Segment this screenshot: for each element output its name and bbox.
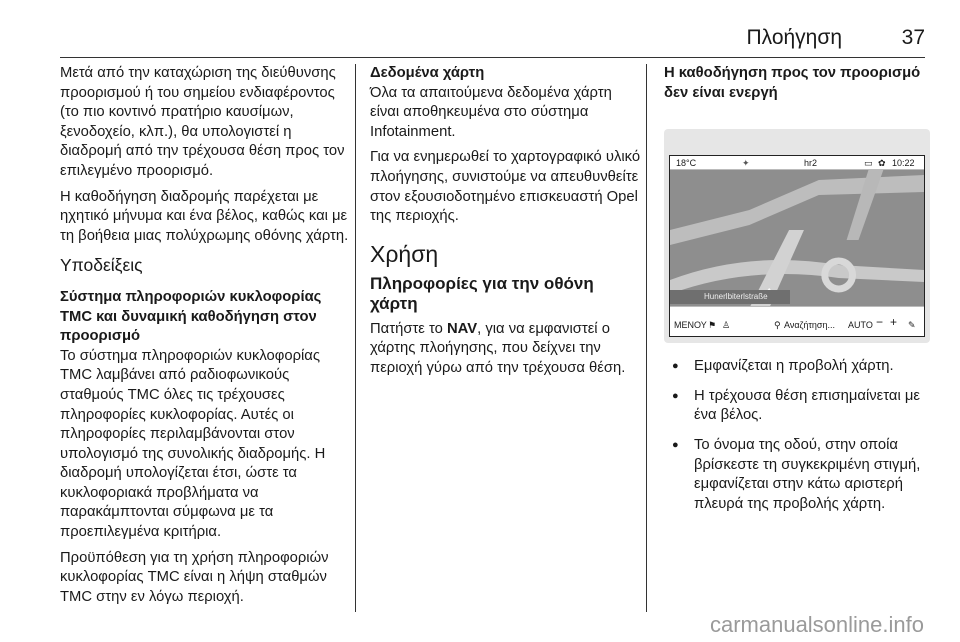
temperature-readout: 18°C [676, 158, 697, 169]
heading-guidance-inactive: Η καθοδήγηση προς τον προορισμό δεν είναι ενεργή [664, 65, 921, 101]
paragraph-tmc-requirement: Προϋπόθεση για τη χρήση πληροφοριών κυκλοφορίας TMC είναι η λήψη σταθμών TMC στην εν λόγω περιοχή. [60, 549, 329, 605]
bullet-street-name: ● Το όνομα της οδού, στην οποία βρίσκεστε τη συγκεκριμένη στιγμή, εμφανίζεται στην κάτω αριστερή πλευρά της προβολής χάρτη. [664, 436, 930, 514]
flag-icon[interactable]: ⚑ [708, 320, 717, 331]
menu-button[interactable]: ΜΕΝΟΥ [674, 320, 707, 331]
paragraph-tmc: Το σύστημα πληροφοριών κυκλοφορίας TMC λαμβάνει από ραδιοφωνικούς σταθμούς TMC όλες τις τρέχουσες πληροφορίες κυκλοφορίας. Αυτές οι πληροφορίες περιλαμβάνονται στον υπολογισμό της συνολικής διαδρομής. Η διαδρομή υπολογίζεται έτσι, ώστε τα κυκλοφοριακά προβλήματα να παρακάμπτονται σύμφωνα με τα προεπιλεγμένα κριτήρια. [60, 347, 326, 541]
bullet-list [664, 357, 930, 514]
heading-tmc: Σύστημα πληροφοριών κυκλοφορίας TMC και δυναμική καθοδήγηση στον προορισμό [60, 288, 322, 345]
paragraph-nav [370, 320, 642, 379]
auto-zoom-button[interactable]: AUTO [848, 320, 873, 331]
edit-icon[interactable]: ✎ [908, 320, 916, 331]
gps-icon: ✦ [742, 158, 750, 169]
nav-key: NAV [446, 320, 478, 337]
column-2 [370, 64, 642, 384]
heading-map-data: Δεδομένα χάρτη [370, 65, 485, 81]
watermark: carmanualsonline.info [709, 612, 924, 637]
page-number: 37 [901, 26, 925, 49]
screen-bottombar [670, 306, 924, 336]
walker-icon[interactable]: ♙ [722, 320, 731, 331]
radio-label: hr2 [804, 158, 818, 169]
paragraph-map-data: Όλα τα απαιτούμενα δεδομένα χάρτη είναι αποθηκευμένα στο σύστημα Infotainment. [370, 84, 612, 140]
paragraph-map-update: Για να ενημερωθεί το χαρτογραφικό υλικό πλοήγησης, συνιστούμε να απευθυνθείτε στον εξουσιοδοτημένο επισκευαστή Opel της περιοχής. [370, 149, 641, 225]
column-3 [664, 64, 930, 524]
page-title: Πλοήγηση [746, 26, 842, 49]
search-icon: ⚲ [774, 320, 781, 331]
zoom-in-button[interactable]: + [890, 315, 898, 330]
heading-map-screen-info: Πληροφορίες για την οθόνη χάρτη [370, 274, 594, 313]
screen-topbar [670, 156, 924, 170]
map-view [670, 170, 924, 308]
zoom-out-button[interactable]: − [876, 315, 884, 330]
clock-readout: 10:22 [892, 158, 915, 169]
column-divider-2 [646, 64, 647, 612]
column-1 [60, 64, 354, 613]
paragraph-route-calc: Μετά από την καταχώριση της διεύθυνσης προορισμού ή του σημείου ενδιαφέροντος (το πιο κοντινό πρατήριο καυσίμων, ξενοδοχείο, κλπ.), θα υπολογιστεί η διαδρομή από την τρέχουσα θέση προς τον επιλεγμένο προορισμό. [60, 65, 345, 179]
heading-tips: Υποδείξεις [60, 255, 143, 276]
heading-usage: Χρήση [370, 240, 439, 267]
page-header [0, 0, 960, 58]
bullet-map-view: ● Εμφανίζεται η προβολή χάρτη. [664, 357, 930, 377]
search-button[interactable]: Αναζήτηση... [784, 320, 835, 331]
bullet-current-position: ● Η τρέχουσα θέση επισημαίνεται με ένα βέλος. [664, 387, 930, 426]
text-nav-desc: , για να εμφανιστεί ο χάρτης πλοήγησης, που δείχνει την περιοχή γύρω από την τρέχουσα θέση. [370, 320, 626, 376]
text-press: Πατήστε το [370, 320, 447, 337]
map-screen-illustration [664, 129, 930, 343]
message-icon: ▭ [864, 158, 873, 169]
screen-display [669, 155, 925, 337]
gear-icon: ✿ [878, 158, 886, 169]
column-divider-1 [355, 64, 356, 612]
paragraph-route-guidance: Η καθοδήγηση διαδρομής παρέχεται με ηχητικό μήνυμα και ένα βέλος, καθώς και με τη βοήθεια μιας πολύχρωμης οθόνης χάρτη. [60, 188, 349, 244]
header-rule [60, 57, 925, 58]
street-name-banner: Hunerlbiterlstraße [670, 290, 790, 304]
